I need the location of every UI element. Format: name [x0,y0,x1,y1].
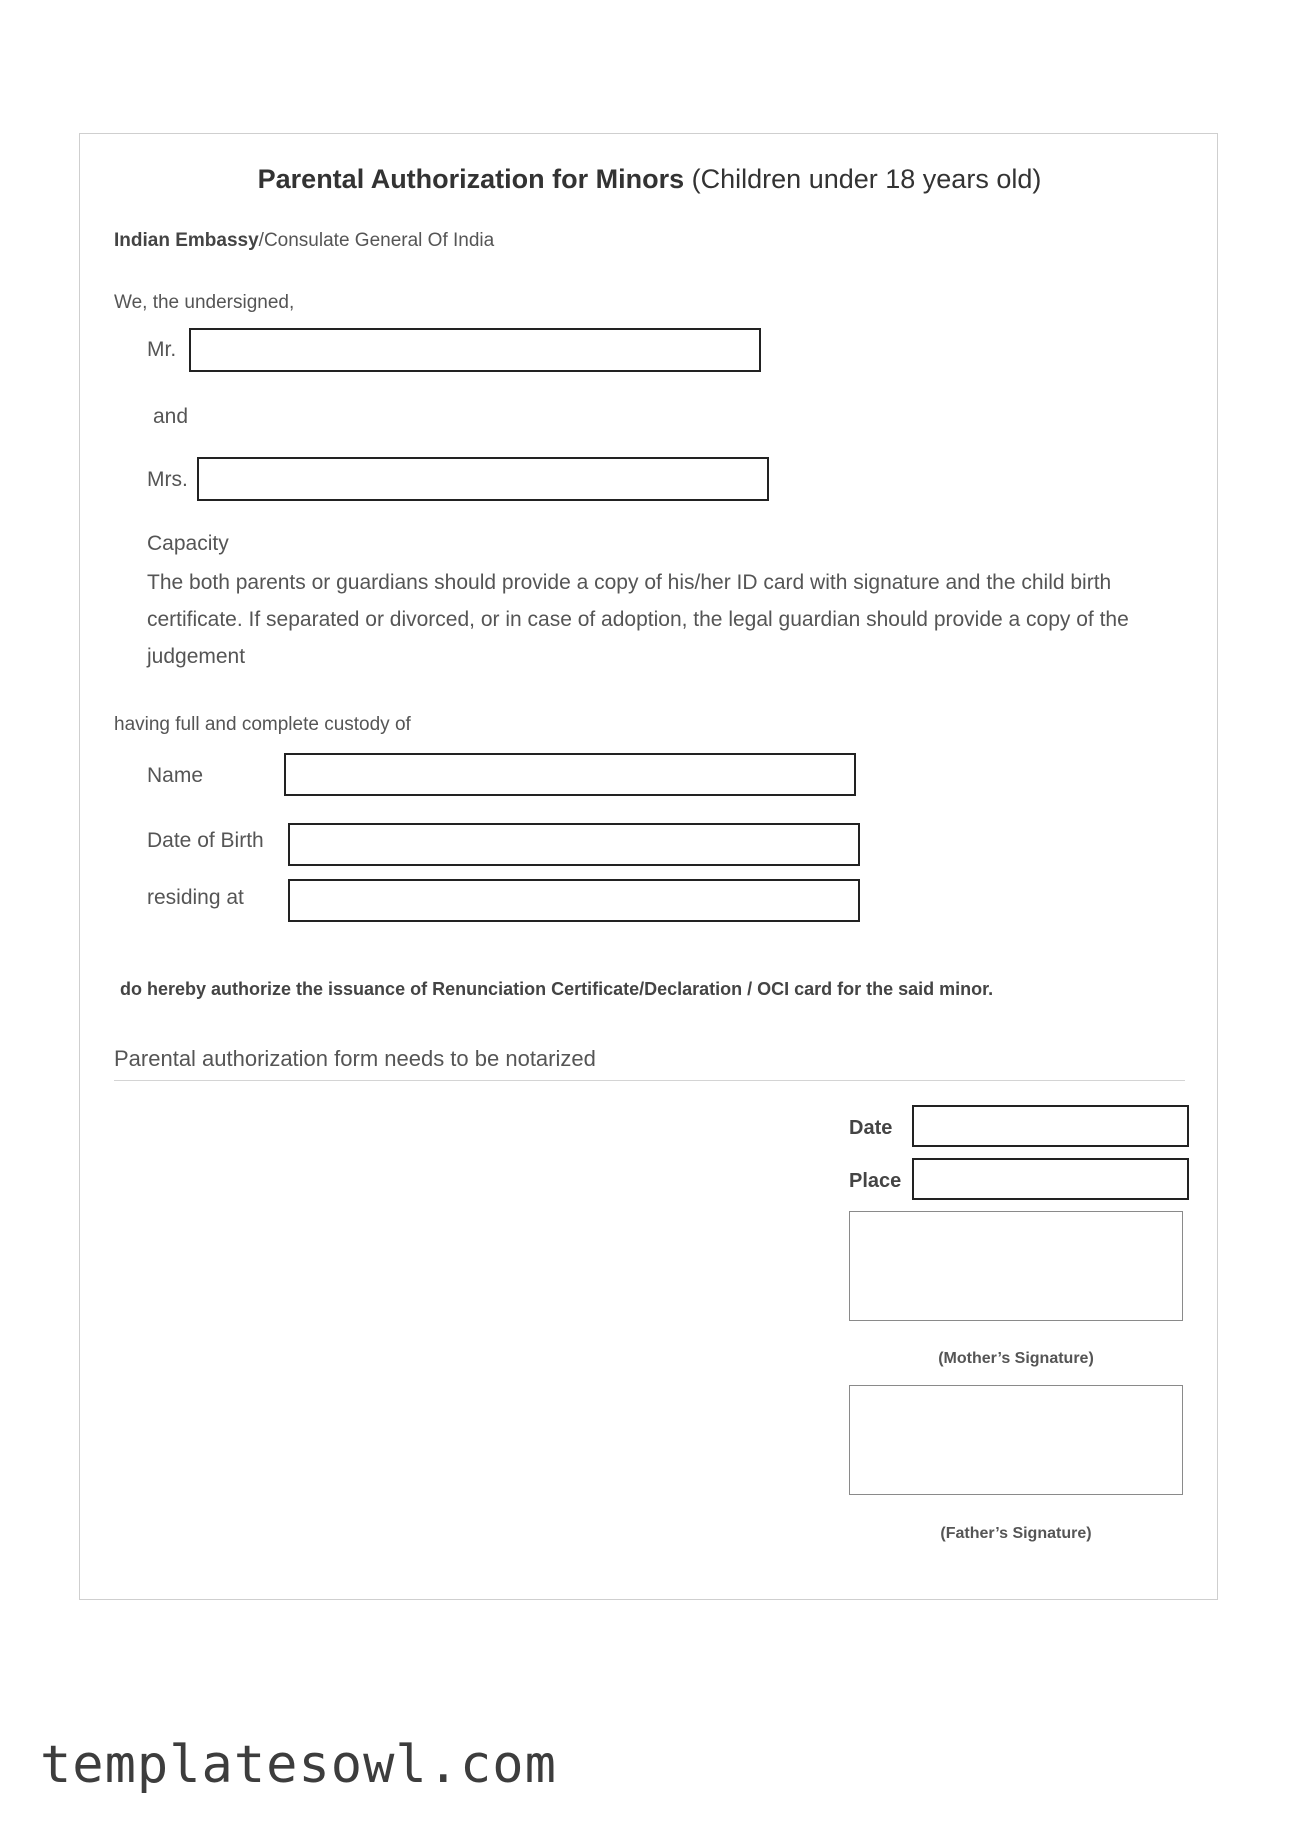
authorization-statement: do hereby authorize the issuance of Renunciation Certificate/Declaration / OCI card for the said minor. [120,979,994,999]
divider [114,1080,1185,1081]
form-title: Parental Authorization for Minors (Children under 18 years old) [257,164,1042,194]
capacity-note: The both parents or guardians should provide a copy of his/her ID card with signature and the child birth certificate. If separated or divorced, or in case of adoption, the legal guardian should provide a copy of the judgement [147,571,1129,668]
mrs-field[interactable] [197,457,769,501]
father-signature-caption: (Father’s Signature) [940,1525,1092,1542]
date-field[interactable] [912,1105,1189,1147]
mother-signature-caption: (Mother’s Signature) [938,1350,1094,1367]
date-of-birth-field[interactable] [288,823,860,866]
mother-signature-box[interactable] [849,1211,1183,1321]
capacity-label: Capacity [147,532,229,555]
place-label: Place [849,1170,902,1192]
and-label: and [153,405,189,428]
mr-label: Mr. [147,338,177,361]
notarize-note: Parental authorization form needs to be notarized [114,1046,596,1071]
form-page [79,133,1218,1600]
father-signature-box[interactable] [849,1385,1183,1495]
embassy-line: Indian Embassy/Consulate General Of India [114,230,495,251]
undersigned-label: We, the undersigned, [114,292,295,313]
dob-label: Date of Birth [147,829,264,852]
residing-label: residing at [147,886,244,909]
date-label: Date [849,1117,893,1139]
child-name-field[interactable] [284,753,856,796]
custody-label: having full and complete custody of [114,714,411,735]
mrs-label: Mrs. [147,468,188,491]
residing-at-field[interactable] [288,879,860,922]
place-field[interactable] [912,1158,1189,1200]
name-label: Name [147,764,204,787]
watermark: templatesowl.com [40,1735,557,1795]
mr-field[interactable] [189,328,761,372]
